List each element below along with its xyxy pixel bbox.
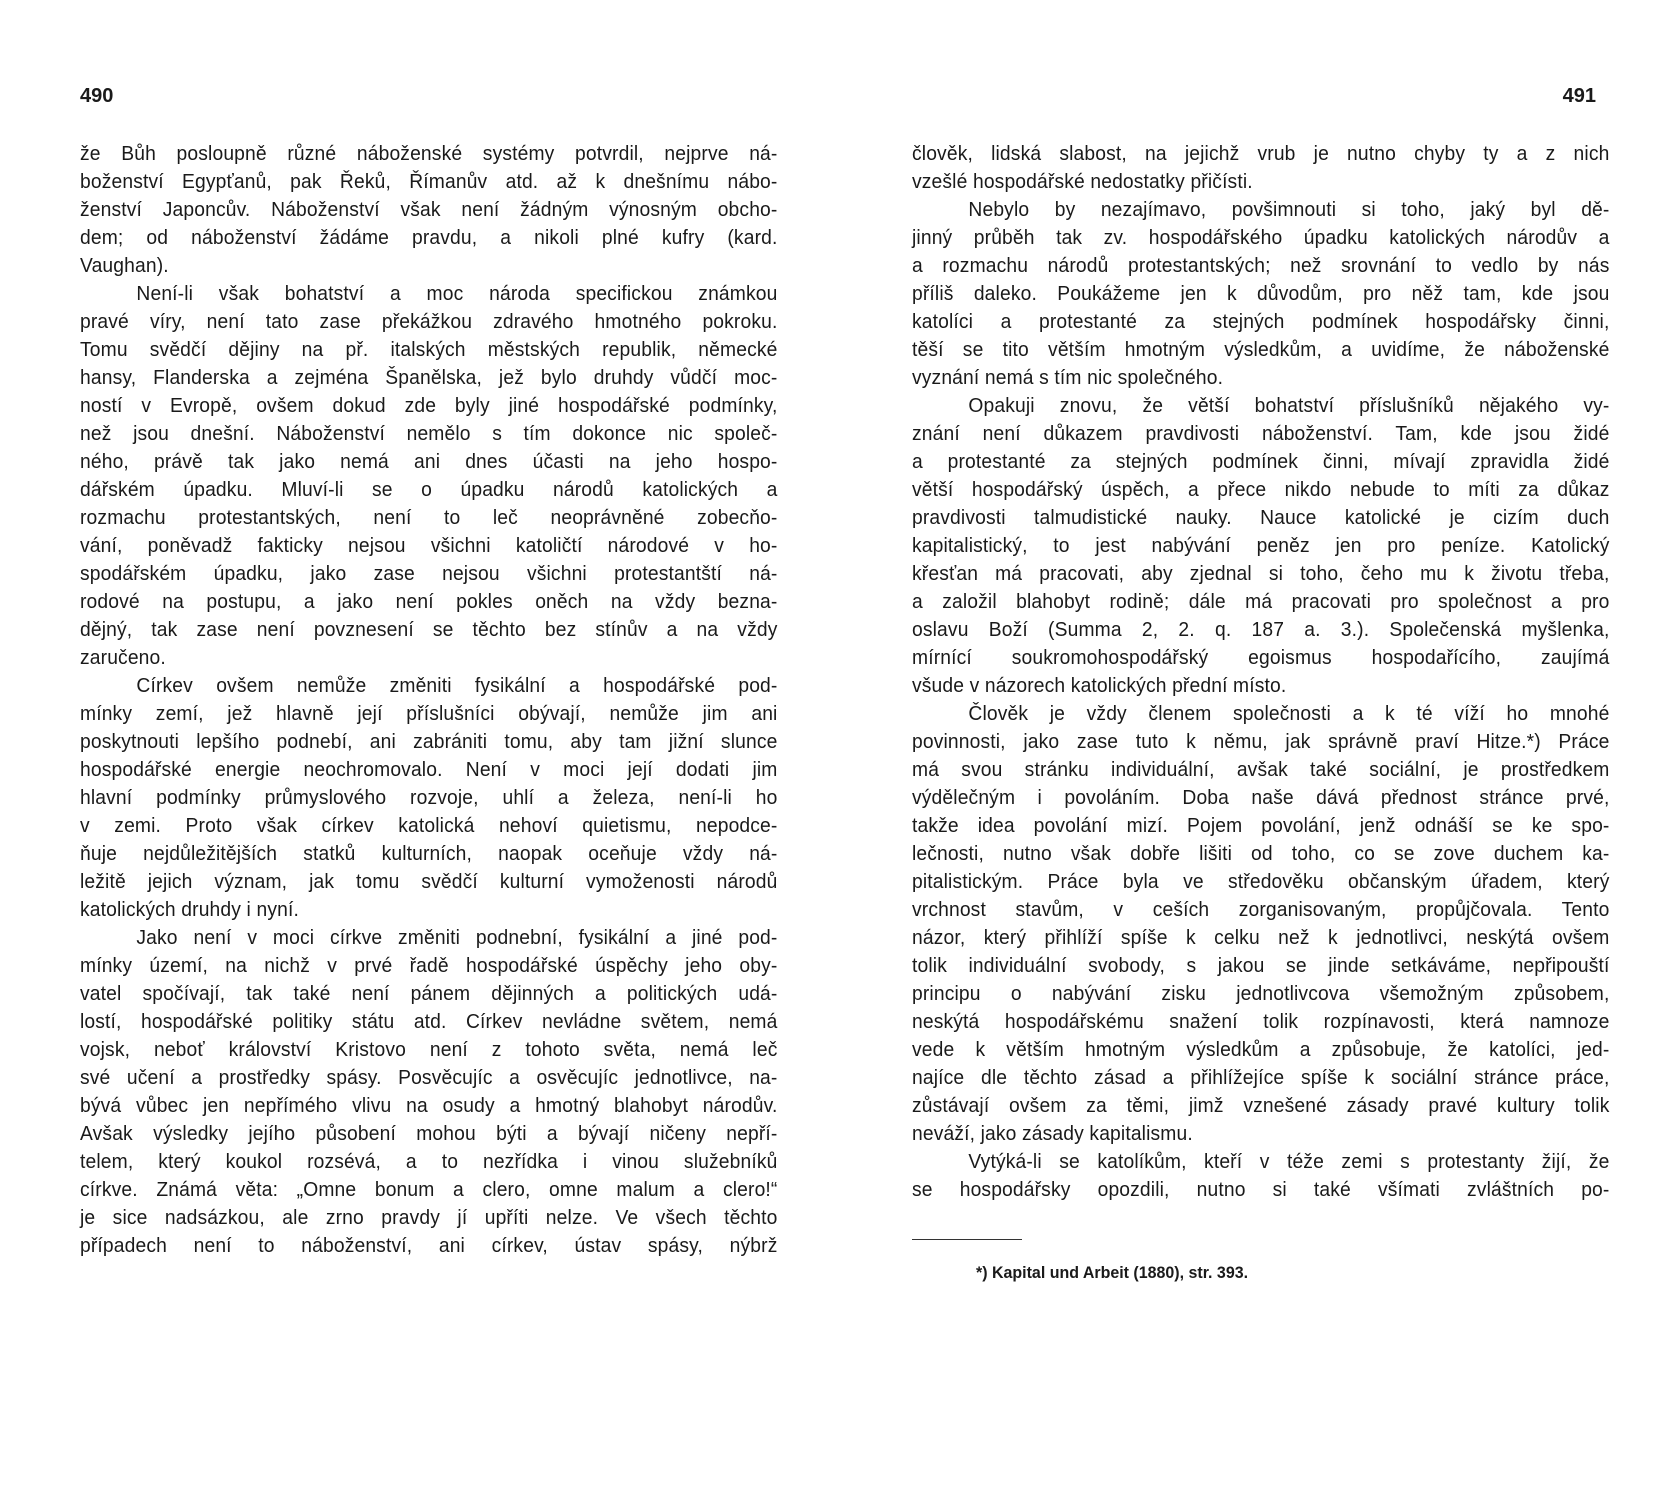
text-line: pravé víry, není tato zase překážkou zdravého hmotného pokroku. — [80, 310, 778, 333]
text-line: a protestanté za stejných podmínek činni, mívají zpravidla židé — [912, 450, 1610, 473]
text-line: bývá vůbec jen nepřímého vlivu na osudy a hmotný blahobyt národův. — [80, 1094, 778, 1117]
text-line: hospodářské energie neochromovalo. Není v moci její dodati jim — [80, 758, 778, 781]
text-line: ňuje nejdůležitějších statků kulturních, naopak oceňuje vždy ná- — [80, 842, 778, 865]
right-page — [836, 0, 1672, 1500]
body-text — [80, 140, 780, 1260]
text-line: výdělečným i povoláním. Doba naše dává přednost stránce prvé, — [912, 786, 1610, 809]
text-line: mírnící soukromohospodářský egoismus hospodařícího, zaujímá — [912, 646, 1610, 669]
text-line: lostí, hospodářské politiky státu atd. Církev nevládne světem, nemá — [80, 1010, 778, 1033]
text-line: Tomu svědčí dějiny na př. italských městských republik, německé — [80, 338, 778, 361]
page-number: 491 — [1562, 85, 1596, 107]
text-line: principu o nabývání zisku jednotlivcova všemožným způsobem, — [912, 982, 1610, 1005]
text-line: ností v Evropě, ovšem dokud zde byly jiné hospodářské podmínky, — [80, 394, 778, 417]
text-line: mínky zemí, jež hlavně její příslušníci obývají, nemůže jim ani — [80, 702, 778, 725]
text-line: Avšak výsledky jejího působení mohou býti a bývají ničeny nepří- — [80, 1122, 778, 1145]
page-number: 490 — [80, 85, 114, 107]
text-line: Jako není v moci církve změniti podnební, fysikální a jiné pod- — [136, 926, 778, 949]
text-line: všude v názorech katolických přední místo. — [912, 674, 1287, 697]
text-line: jinný průběh tak zv. hospodářského úpadku katolických národův a — [912, 226, 1610, 249]
text-line: spodářském úpadku, jako zase nejsou všichni protestantští ná- — [80, 562, 778, 585]
text-line: případech není to náboženství, ani církev, ústav spásy, nýbrž — [80, 1234, 778, 1257]
text-line: se hospodářsky opozdili, nutno si také všímati zvláštních po- — [912, 1178, 1610, 1201]
text-line: rodové na postupu, a jako není pokles oněch na vždy bezna- — [80, 590, 778, 613]
text-line: pitalistickým. Práce byla ve středověku občanským úřadem, který — [912, 870, 1610, 893]
text-line: tolik individuální svobody, s jakou se jinde setkáváme, nepřipouští — [912, 954, 1610, 977]
text-line: dem; od náboženství žádáme pravdu, a nikoli plné kufry (kard. — [80, 226, 778, 249]
text-line: těší se tito větším hmotným výsledkům, a uvidíme, že náboženské — [912, 338, 1610, 361]
footnote-divider — [912, 1239, 1022, 1240]
text-line: je sice nadsázkou, ale zrno pravdy jí upříti nelze. Ve všech těchto — [80, 1206, 778, 1229]
text-line: zůstávají ovšem za těmi, jimž vznešené zásady pravé kultury tolik — [912, 1094, 1610, 1117]
text-line: dářském úpadku. Mluví-li se o úpadku národů katolických a — [80, 478, 778, 501]
text-line: poskytnouti lepšího podnebí, ani zabrániti tomu, aby tam jižní slunce — [80, 730, 778, 753]
text-line: hlavní podmínky průmyslového rozvoje, uhlí a železa, není-li ho — [80, 786, 778, 809]
text-line: že Bůh posloupně různé náboženské systémy potvrdil, nejprve ná- — [80, 142, 778, 165]
text-line: znání není důkazem pravdivosti náboženství. Tam, kde jsou židé — [912, 422, 1610, 445]
text-line: rozmachu protestantských, není to leč neoprávněné zobecňo- — [80, 506, 778, 529]
text-line: zaručeno. — [80, 646, 166, 669]
text-line: takže idea povolání mizí. Pojem povolání, jenž odnáší se ke spo- — [912, 814, 1610, 837]
text-line: než jsou dnešní. Náboženství nemělo s tím dokonce nic společ- — [80, 422, 778, 445]
text-line: dějný, tak zase není povznesení se těchto bez stínův a na vždy — [80, 618, 778, 641]
text-line: v zemi. Proto však církev katolická nehoví quietismu, nepodce- — [80, 814, 778, 837]
text-line: neváží, jako zásady kapitalismu. — [912, 1122, 1193, 1145]
text-line: mínky území, na nichž v prvé řadě hospodářské úspěchy jeho oby- — [80, 954, 778, 977]
text-line: najíce dle těchto zásad a přihlížejíce spíše k sociální stránce práce, — [912, 1066, 1610, 1089]
text-line: boženství Egypťanů, pak Řeků, Římanův atd. až k dnešnímu nábo- — [80, 170, 778, 193]
text-line: vzešlé hospodářské nedostatky přičísti. — [912, 170, 1253, 193]
text-line: vyznání nemá s tím nic společného. — [912, 366, 1224, 389]
text-line: a založil blahobyt rodině; dále má pracovati pro společnost a pro — [912, 590, 1610, 613]
text-line: a rozmachu národů protestantských; než srovnání to vedlo by nás — [912, 254, 1610, 277]
footnote: *) Kapital und Arbeit (1880), str. 393. — [976, 1263, 1249, 1282]
text-line: své učení a prostředky spásy. Posvěcujíc a osvěcujíc jednotlivce, na- — [80, 1066, 778, 1089]
text-line: ženství Japoncův. Náboženství však není žádným výnosným obcho- — [80, 198, 778, 221]
text-line: Vytýká-li se katolíkům, kteří v téže zemi s protestanty žijí, že — [968, 1150, 1610, 1173]
text-line: příliš daleko. Poukážeme jen k důvodům, pro něž tam, kde jsou — [912, 282, 1610, 305]
body-text — [912, 140, 1612, 1204]
text-line: Není-li však bohatství a moc národa specifickou známkou — [136, 282, 778, 305]
text-line: katolických druhdy i nyní. — [80, 898, 299, 921]
text-line: církve. Známá věta: „Omne bonum a clero, omne malum a clero!“ — [80, 1178, 778, 1201]
text-line: vrchnost stavům, v ceších zorganisovaným, propůjčovala. Tento — [912, 898, 1610, 921]
text-line: katolíci a protestanté za stejných podmínek hospodářsky činni, — [912, 310, 1610, 333]
text-line: vatel spočívají, tak také není pánem dějinných a politických udá- — [80, 982, 778, 1005]
text-line: vede k větším hmotným výsledkům a způsobuje, že katolíci, jed- — [912, 1038, 1610, 1061]
text-line: má svou stránku individuální, avšak také sociální, je prostředkem — [912, 758, 1610, 781]
text-line: lečnosti, nutno však dobře lišiti od toho, co se zove duchem ka- — [912, 842, 1610, 865]
text-line: pravdivosti talmudistické nauky. Nauce katolické je cizím duch — [912, 506, 1610, 529]
text-line: větší hospodářský úspěch, a přece nikdo nebude to míti za důkaz — [912, 478, 1610, 501]
text-line: neskýtá hospodářskému snažení tolik rozpínavosti, která namnoze — [912, 1010, 1610, 1033]
text-line: křesťan má pracovati, aby zjednal si toho, čeho mu k životu třeba, — [912, 562, 1610, 585]
text-line: názor, který přihlíží spíše k celku než k jednotlivci, neskýtá ovšem — [912, 926, 1610, 949]
text-line: Nebylo by nezajímavo, povšimnouti si toho, jaký byl dě- — [968, 198, 1610, 221]
text-line: vání, poněvadž fakticky nejsou všichni katoličtí národové v ho- — [80, 534, 778, 557]
text-line: Opakuji znovu, že větší bohatství příslušníků nějakého vy- — [968, 394, 1610, 417]
text-line: hansy, Flanderska a zejména Španělska, jež bylo druhdy vůdčí moc- — [80, 366, 778, 389]
text-line: ného, právě tak jako nemá ani dnes účasti na jeho hospo- — [80, 450, 778, 473]
text-line: ležitě jejich význam, jak tomu svědčí kulturní vymoženosti národů — [80, 870, 778, 893]
text-line: telem, který koukol rozsévá, a to nezřídka i vinou služebníků — [80, 1150, 778, 1173]
text-line: člověk, lidská slabost, na jejichž vrub je nutno chyby ty a z nich — [912, 142, 1610, 165]
text-line: kapitalistický, to jest nabývání peněz jen pro peníze. Katolický — [912, 534, 1610, 557]
text-line: Vaughan). — [80, 254, 169, 277]
text-line: vojsk, neboť království Kristovo není z tohoto světa, nemá leč — [80, 1038, 778, 1061]
text-line: Člověk je vždy členem společnosti a k té víží ho mnohé — [968, 702, 1610, 725]
text-line: oslavu Boží (Summa 2, 2. q. 187 a. 3.). Společenská myšlenka, — [912, 618, 1610, 641]
text-line: povinnosti, jako zase tuto k němu, jak správně praví Hitze.*) Práce — [912, 730, 1610, 753]
text-line: Církev ovšem nemůže změniti fysikální a hospodářské pod- — [136, 674, 778, 697]
